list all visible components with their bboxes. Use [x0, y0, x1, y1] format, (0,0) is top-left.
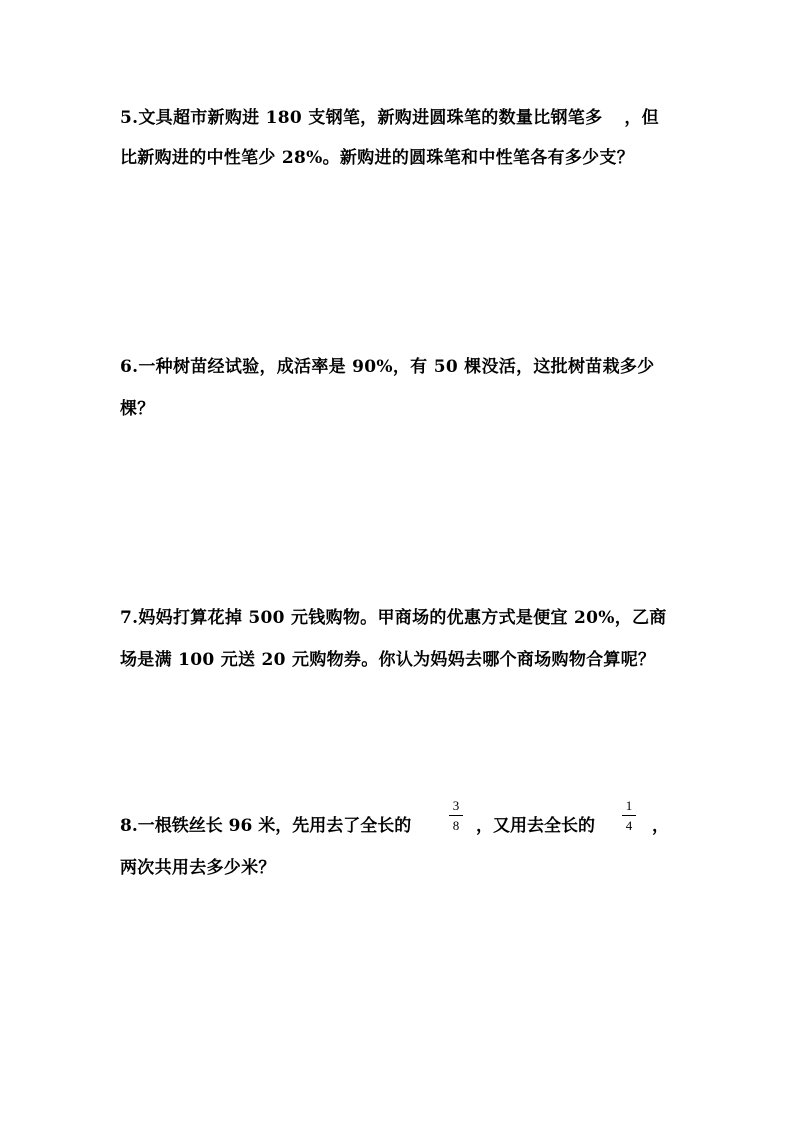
problem-6-line-2: 棵？ [120, 399, 155, 419]
problem-8-line-2: 两次共用去多少米？ [120, 858, 276, 878]
problem-7-line-2: 场是满 100 元送 20 元购物券。你认为妈妈去哪个商场购物合算呢？ [120, 650, 656, 670]
fraction-numerator: 1 [625, 798, 633, 813]
problem-5-line-1 [120, 106, 659, 130]
fraction-one-quarter [621, 799, 637, 833]
fraction-numerator: 3 [452, 798, 460, 813]
problem-5-line-2: 比新购进的中性笔少 28%。新购进的圆珠笔和中性笔各有多少支？ [120, 148, 635, 168]
problem-6-line-1: 6.一种树苗经试验，成活率是 90%，有 50 棵没活，这批树苗栽多少 [120, 357, 655, 377]
problem-8-text-b: ，又用去全长的 [476, 816, 595, 836]
fraction-bar [622, 815, 636, 816]
fraction-denominator: 8 [452, 818, 460, 833]
fraction-denominator: 4 [625, 818, 633, 833]
fraction-three-eighths [448, 799, 464, 833]
problem-5-text-a: 5.文具超市新购进 180 支钢笔，新购进圆珠笔的数量比钢笔多 [120, 108, 603, 128]
fraction-bar [449, 815, 463, 816]
problem-7-line-1: 7.妈妈打算花掉 500 元钱购物。甲商场的优惠方式是便宜 20%，乙商 [120, 608, 667, 628]
problem-8-text-a: 8.一根铁丝长 96 米，先用去了全长的 [120, 816, 412, 836]
problem-8-text-c: ， [652, 816, 669, 836]
problem-5-text-b: ，但 [624, 108, 659, 128]
